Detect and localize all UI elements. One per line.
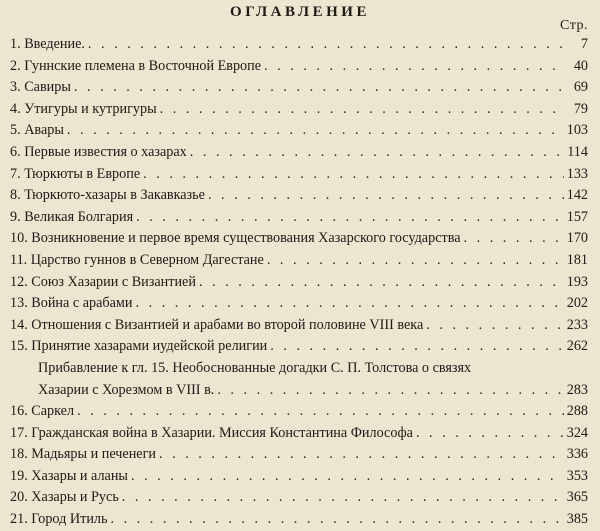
toc-entry-page: 202 — [566, 295, 588, 312]
toc-entry — [10, 228, 588, 250]
toc-entry — [10, 401, 588, 423]
toc-entry-label: 12. Союз Хазарии с Византией — [10, 273, 196, 290]
toc-entry — [10, 293, 588, 315]
leader-dots — [74, 77, 565, 99]
toc-entry-page: 288 — [566, 403, 588, 420]
toc-entry — [10, 207, 588, 229]
leader-dots — [208, 185, 564, 207]
toc-entry-label: 1. Введение. — [10, 36, 85, 52]
toc-entry — [10, 250, 588, 272]
toc-entry-label: 3. Савиры — [10, 79, 71, 96]
leader-dots — [426, 315, 563, 337]
leader-dots — [217, 380, 563, 402]
leader-dots — [159, 444, 564, 466]
appendix-entry-line2 — [10, 380, 588, 402]
toc-entry-page: 69 — [573, 79, 588, 96]
toc-entry-label: 18. Мадьяры и печенеги — [10, 446, 156, 463]
appendix-page: 283 — [566, 381, 588, 398]
toc-entry-page: 7 — [580, 36, 588, 52]
toc-entry-label: 2. Гуннские племена в Восточной Европе — [10, 57, 262, 74]
leader-dots — [143, 164, 564, 186]
toc-entry-label: 7. Тюркюты в Европе — [10, 165, 141, 182]
toc-entry-label: 17. Гражданская война в Хазарии. Миссия Константина Философа — [10, 424, 413, 441]
toc-entry-page: 353 — [566, 467, 588, 484]
toc-entry-page: 103 — [566, 122, 588, 139]
leader-dots — [77, 401, 564, 423]
leader-dots — [131, 466, 564, 488]
toc-entry-page: 157 — [566, 208, 588, 225]
page-column-header: Стр. — [560, 18, 588, 33]
leader-dots — [190, 142, 564, 164]
toc-entry-page: 385 — [566, 511, 588, 528]
toc-entry-page: 262 — [566, 338, 588, 355]
toc-entry-label: 16. Саркел — [10, 403, 75, 420]
toc-entry-page: 365 — [566, 489, 588, 506]
leader-dots — [270, 336, 563, 358]
toc-entry-page: 193 — [566, 273, 588, 290]
toc-entry-label: 21. Город Итиль — [10, 511, 108, 528]
toc-entry — [10, 77, 588, 99]
toc-entry — [10, 466, 588, 488]
leader-dots — [267, 250, 564, 272]
toc-entry — [10, 444, 588, 466]
toc-entry-label: 15. Принятие хазарами иудейской религии — [10, 338, 268, 355]
toc-entry-page: 142 — [566, 187, 588, 204]
toc-entry-page: 181 — [566, 251, 588, 268]
leader-dots — [136, 207, 564, 229]
table-of-contents — [10, 34, 588, 531]
toc-entry-label: 5. Авары — [10, 122, 64, 139]
toc-entry-page: 336 — [566, 446, 588, 463]
toc-entry-label: 9. Великая Болгария — [10, 208, 134, 225]
toc-entry — [10, 99, 588, 121]
toc-entry — [10, 164, 588, 186]
toc-entry — [10, 120, 588, 142]
leader-dots — [199, 272, 564, 294]
appendix-entry-line1 — [10, 358, 588, 380]
toc-entry-label: 19. Хазары и аланы — [10, 467, 128, 484]
toc-entry — [10, 56, 588, 78]
leader-dots — [88, 34, 565, 56]
toc-entry-label: 10. Возникновение и первое время существования Хазарского государства — [10, 230, 461, 247]
leader-dots — [136, 293, 564, 315]
leader-dots — [264, 56, 565, 78]
toc-entry-label: 20. Хазары и Русь — [10, 489, 119, 506]
leader-dots — [160, 99, 565, 121]
toc-entry-page: 133 — [566, 165, 588, 182]
toc-entry — [10, 336, 588, 358]
toc-entry-label: 8. Тюркюто-хазары в Закавказье — [10, 187, 205, 204]
leader-dots — [416, 423, 564, 445]
toc-entry — [10, 315, 588, 337]
toc-entry — [10, 34, 588, 56]
toc-entry-page: 114 — [567, 143, 588, 160]
toc-entry — [10, 185, 588, 207]
appendix-label-line1: Прибавление к гл. 15. Необоснованные догадки С. П. Толстова о связях — [38, 359, 472, 376]
leader-dots — [464, 228, 564, 250]
toc-entry-label: 11. Царство гуннов в Северном Дагестане — [10, 251, 264, 268]
appendix-label-line2: Хазарии с Хорезмом в VIII в. — [38, 381, 215, 398]
page-title: ОГЛАВЛЕНИЕ — [230, 4, 370, 20]
toc-entry-label: 14. Отношения с Византией и арабами во второй половине VIII века — [10, 316, 424, 333]
toc-entry-page: 324 — [566, 424, 588, 441]
leader-dots — [122, 487, 564, 509]
toc-entry-page: 79 — [573, 100, 588, 117]
toc-entry — [10, 142, 588, 164]
leader-dots — [67, 120, 564, 142]
toc-entry-label: 6. Первые известия о хазарах — [10, 143, 187, 160]
toc-entry-page: 233 — [566, 316, 588, 333]
toc-entry — [10, 423, 588, 445]
toc-entry — [10, 487, 588, 509]
toc-entry-page: 170 — [566, 230, 588, 247]
toc-entry-label: 13. Война с арабами — [10, 295, 133, 312]
toc-entry-page: 40 — [573, 57, 588, 74]
toc-entry-label: 4. Утигуры и кутригуры — [10, 100, 157, 117]
toc-entry — [10, 272, 588, 294]
